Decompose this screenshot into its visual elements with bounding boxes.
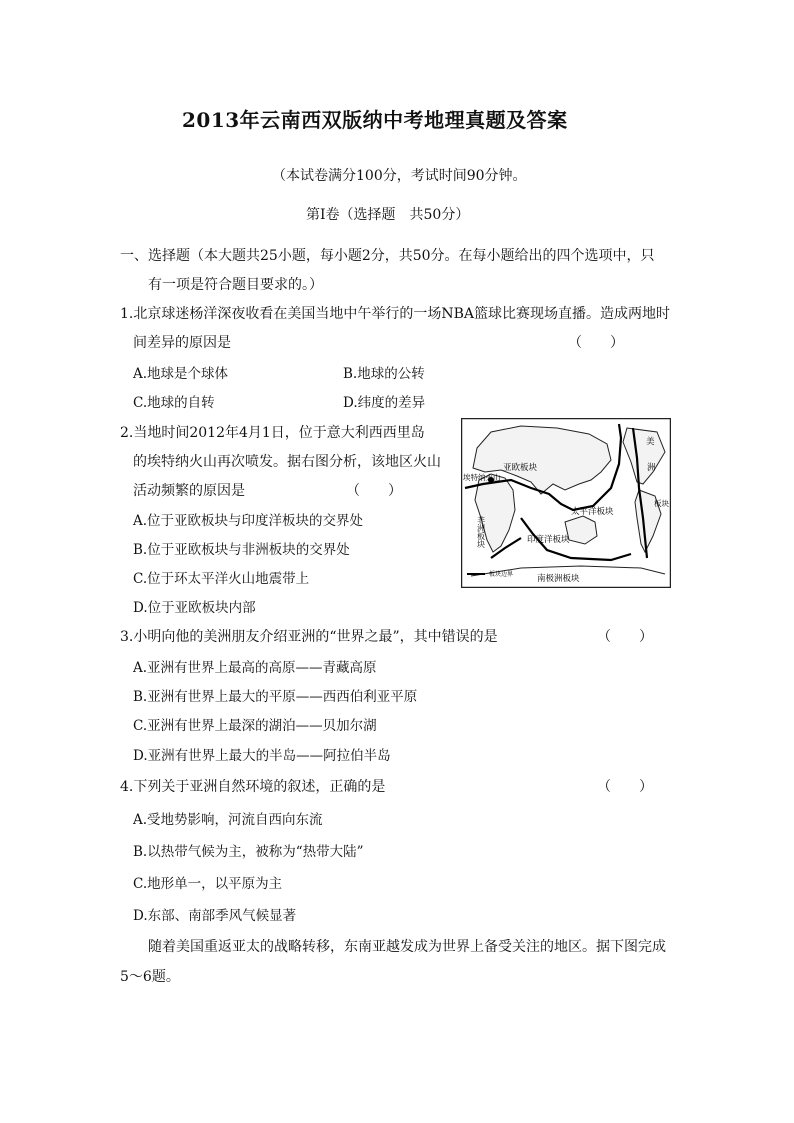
question-4-answer-blank: （ ） [597,779,653,795]
question-2-option-b: B.位于亚欧板块与非洲板块的交界处 [133,542,350,558]
passage-text: 随着美国重返亚太的战略转移，东南亚越发成为世界上备受关注的地区。据下图完成 [148,939,666,955]
question-4-option-a: A.受地势影响，河流自西向东流 [133,812,323,828]
question-4-option-b: B.以热带气候为主，被称为“热带大陆” [133,844,364,860]
question-3-stem: 3.小明向他的美洲朋友介绍亚洲的“世界之最”，其中错误的是 [120,629,498,645]
question-3-option-a: A.亚洲有世界上最高的高原——青藏高原 [133,660,377,676]
question-1-option-a: A.地球是个球体 [133,366,229,382]
label-etna-volcano: 埃特纳火山 [463,473,501,482]
label-america-1: 美 [646,437,655,447]
question-3-option-c: C.亚洲有世界上最深的湖泊——贝加尔湖 [133,718,377,734]
plate-map-figure [461,418,671,588]
document-title: 2013年云南西双版纳中考地理真题及答案 [182,108,568,132]
question-3-answer-blank: （ ） [597,629,653,645]
question-2-stem-cont: 的埃特纳火山再次喷发。据右图分析，该地区火山 [133,454,441,470]
label-pacific-plate: 太平洋板块 [571,507,614,517]
question-4-stem: 4.下列关于亚洲自然环境的叙述，正确的是 [120,779,386,795]
question-4-option-d: D.东部、南部季风气候显著 [133,908,297,924]
question-2-stem: 2.当地时间2012年4月1日，位于意大利西西里岛 [120,425,425,441]
question-1-option-b: B.地球的公转 [343,366,425,382]
question-3-option-d: D.亚洲有世界上最大的半岛——阿拉伯半岛 [133,748,391,764]
label-indian-plate: 印度洋板块 [527,535,570,545]
question-2-option-d: D.位于亚欧板块内部 [133,600,256,616]
part-title: 第Ⅰ卷（选择题 共50分） [306,207,470,223]
label-eurasian-plate: 亚欧板块 [503,463,538,473]
question-1-stem-cont: 间差异的原因是 [133,335,231,351]
question-1-option-d: D.纬度的差异 [343,395,426,411]
label-america-2: 洲 [647,463,656,473]
question-1-option-c: C.地球的自转 [133,395,215,411]
australia-continent [565,516,597,544]
question-4-option-c: C.地形单一，以平原为主 [133,876,283,892]
question-1-answer-blank: （ ） [568,335,624,351]
question-2-option-c: C.位于环太平洋火山地震带上 [133,571,310,587]
label-antarctic-plate: 南极洲板块 [537,574,580,584]
label-plate-right: 板块 [654,499,669,508]
question-3-option-b: B.亚洲有世界上最大的平原——西西伯利亚平原 [133,689,418,705]
section-instruction-cont: 有一项是符合题目要求的。） [148,277,323,293]
question-2-option-a: A.位于亚欧板块与印度洋板块的交界处 [133,513,364,529]
question-1-stem: 1.北京球迷杨洋深夜收看在美国当地中午举行的一场NBA篮球比赛现场直播。造成两地时 [120,306,671,322]
label-legend: 板块边界 [489,571,514,578]
section-instruction: 一、选择题（本大题共25小题，每小题2分，共50分。在每小题给出的四个选项中，只 [120,248,655,264]
exam-meta: （本试卷满分100分，考试时间90分钟。 [272,168,527,184]
passage-text-cont: 5～6题。 [120,969,180,985]
question-2-stem-cont: 活动频繁的原因是 [133,483,245,499]
label-african-plate: 非洲板块 [476,516,486,548]
question-2-answer-blank: （ ） [346,483,402,499]
